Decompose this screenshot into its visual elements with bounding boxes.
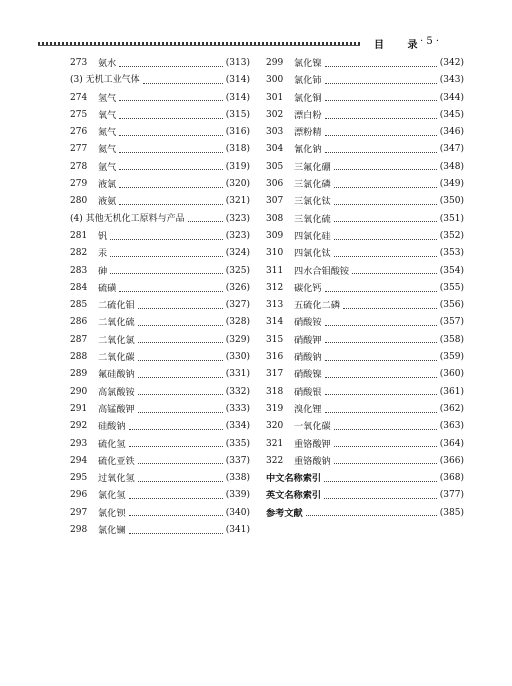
toc-entry — [266, 349, 464, 366]
toc-index-entry — [266, 470, 464, 487]
toc-leader-dots — [129, 428, 223, 430]
toc-entry-page: (350) — [439, 196, 464, 207]
toc-leader-dots — [129, 445, 223, 447]
toc-index-entry — [266, 487, 464, 504]
toc-entry — [70, 245, 250, 262]
toc-entry-label: 三氯化磷 — [294, 179, 331, 191]
toc-entry-label: 四氯化硅 — [294, 230, 331, 242]
toc-entry-label: 砷 — [98, 265, 108, 277]
toc-entry-page: (366) — [439, 455, 464, 466]
toc-leader-dots — [138, 376, 223, 378]
toc-entry-number: 316 — [266, 352, 284, 363]
toc-leader-dots — [138, 393, 223, 395]
toc-entry-label: 硝酸钠 — [294, 352, 322, 364]
toc-entry — [70, 384, 250, 401]
toc-entry — [266, 453, 464, 470]
toc-entry-page: (338) — [225, 473, 250, 484]
toc-entry-label: 氮气 — [98, 127, 117, 139]
toc-entry-page: (361) — [439, 386, 464, 397]
toc-leader-dots — [334, 255, 437, 257]
toc-entry — [70, 297, 250, 314]
toc-entry-page: (328) — [225, 317, 250, 328]
toc-leader-dots — [306, 514, 437, 516]
toc-entry-label: 氯化镍 — [294, 58, 322, 69]
toc-leader-dots — [325, 411, 437, 413]
toc-leader-dots — [129, 532, 223, 534]
toc-leader-dots — [129, 514, 223, 516]
toc-entry-page: (335) — [225, 438, 250, 449]
toc-entry-number: 308 — [266, 213, 284, 224]
toc-entry — [266, 176, 464, 193]
toc-entry-page: (316) — [225, 127, 250, 138]
toc-entry-label: 重铬酸钾 — [294, 438, 331, 450]
toc-entry — [266, 280, 464, 297]
toc-entry-page: (320) — [225, 179, 250, 190]
toc-entry — [266, 107, 464, 124]
toc-entry-label: 硫磺 — [98, 282, 117, 294]
toc-entry-label: 二硫化钼 — [98, 300, 135, 312]
toc-entry-page: (323) — [225, 230, 250, 241]
toc-entry-number: 303 — [266, 127, 284, 138]
toc-entry-number: 288 — [70, 352, 88, 363]
toc-entry-number: 278 — [70, 161, 88, 172]
toc-entry-number: 306 — [266, 179, 284, 190]
toc-entry-number: 282 — [70, 248, 88, 259]
toc-entry-number: 291 — [70, 403, 88, 414]
toc-entry-page: (340) — [225, 507, 250, 518]
toc-leader-dots — [119, 203, 222, 205]
toc-entry-page: (319) — [225, 161, 250, 172]
toc-entry-number: 313 — [266, 300, 284, 311]
toc-entry-label: 氢气 — [98, 92, 117, 104]
toc-entry-label: 液氯 — [98, 179, 117, 191]
toc-entry-label: 漂粉精 — [294, 127, 322, 139]
toc-entry — [266, 366, 464, 383]
toc-leader-dots — [325, 117, 437, 119]
toc-leader-dots — [334, 203, 437, 205]
toc-entry — [70, 349, 250, 366]
toc-leader-dots — [334, 445, 437, 447]
toc-entry-label: 氯化铈 — [294, 75, 322, 87]
toc-entry-label: (4) 其他无机化工原料与产品 — [70, 213, 185, 224]
toc-leader-dots — [325, 341, 437, 343]
toc-entry — [266, 193, 464, 210]
toc-entry — [266, 90, 464, 107]
toc-entry-page: (318) — [225, 144, 250, 155]
toc-entry-number: 321 — [266, 438, 284, 449]
page-header — [38, 36, 478, 50]
toc-entry-label: 氰化钠 — [294, 144, 322, 156]
toc-entry-page: (324) — [225, 248, 250, 259]
toc-leader-dots — [138, 411, 223, 413]
toc-entry-number: 319 — [266, 403, 284, 414]
toc-leader-dots — [334, 220, 437, 222]
toc-entry-number: 295 — [70, 473, 88, 484]
toc-leader-dots — [334, 462, 437, 464]
toc-entry — [266, 263, 464, 280]
toc-leader-dots — [138, 462, 223, 464]
toc-entry-page: (313) — [225, 58, 250, 68]
toc-entry-label: 中文名称索引 — [266, 473, 322, 485]
toc-entry-label: 五硫化二磷 — [294, 300, 340, 312]
toc-entry-number: 307 — [266, 196, 284, 207]
toc-entry-page: (351) — [439, 213, 464, 224]
toc-entry — [70, 176, 250, 193]
toc-entry-number: 276 — [70, 127, 88, 138]
toc-entry — [266, 72, 464, 89]
toc-leader-dots — [334, 168, 437, 170]
toc-entry-page: (327) — [225, 300, 250, 311]
toc-entry-page: (385) — [439, 507, 464, 518]
toc-entry-label: 汞 — [98, 248, 108, 260]
toc-leader-dots — [119, 134, 222, 136]
toc-entry-label: 液氨 — [98, 196, 117, 208]
toc-entry-label: 过氧化氢 — [98, 473, 135, 485]
toc-entry-page: (345) — [439, 109, 464, 120]
toc-leader-dots — [138, 359, 223, 361]
toc-entry-label: 漂白粉 — [294, 109, 322, 121]
toc-entry-page: (331) — [225, 369, 250, 380]
toc-leader-dots — [324, 497, 437, 499]
toc-entry — [70, 280, 250, 297]
toc-entry — [70, 366, 250, 383]
toc-section-heading — [70, 72, 250, 89]
toc-entry-number: 318 — [266, 386, 284, 397]
toc-entry-number: 305 — [266, 161, 284, 172]
toc-leader-dots — [325, 65, 437, 67]
toc-entry — [266, 436, 464, 453]
toc-entry-number: 283 — [70, 265, 88, 276]
toc-entry-page: (364) — [439, 438, 464, 449]
toc-entry-page: (357) — [439, 317, 464, 328]
toc-entry-number: 293 — [70, 438, 88, 449]
toc-leader-dots — [119, 65, 222, 67]
toc-entry — [266, 159, 464, 176]
toc-leader-dots — [325, 393, 437, 395]
toc-entry-page: (368) — [439, 473, 464, 484]
toc-entry-label: 硝酸银 — [294, 386, 322, 398]
toc-entry-page: (354) — [439, 265, 464, 276]
toc-entry — [266, 297, 464, 314]
toc-leader-dots — [119, 186, 222, 188]
toc-entry-page: (352) — [439, 230, 464, 241]
toc-entry-label: 硝酸铵 — [294, 317, 322, 329]
toc-leader-dots — [110, 255, 223, 257]
toc-entry-label: 三氟化硼 — [294, 161, 331, 173]
toc-section-heading — [70, 211, 250, 228]
toc-leader-dots — [334, 428, 437, 430]
toc-leader-dots — [325, 290, 437, 292]
toc-leader-dots — [334, 186, 437, 188]
toc-entry-page: (346) — [439, 127, 464, 138]
toc-leader-dots — [119, 117, 222, 119]
toc-entry-number: 301 — [266, 92, 284, 103]
toc-entry-number: 275 — [70, 109, 88, 120]
toc-entry — [70, 332, 250, 349]
toc-entry-page: (329) — [225, 334, 250, 345]
toc-entry-number: 285 — [70, 300, 88, 311]
toc-entry-number: 312 — [266, 282, 284, 293]
toc-entry-label: 英文名称索引 — [266, 490, 322, 502]
toc-right-column — [266, 55, 464, 522]
toc-entry-label: 三氧化硫 — [294, 213, 331, 225]
toc-entry-label: 二氧化氯 — [98, 334, 135, 346]
toc-entry — [70, 107, 250, 124]
toc-entry-page: (334) — [225, 421, 250, 432]
toc-leader-dots — [325, 82, 437, 84]
toc-entry — [70, 228, 250, 245]
toc-entry-page: (332) — [225, 386, 250, 397]
toc-entry-label: 四氯化钛 — [294, 248, 331, 260]
toc-entry — [70, 55, 250, 72]
toc-entry — [266, 228, 464, 245]
toc-entry — [70, 436, 250, 453]
toc-entry-page: (342) — [439, 58, 464, 68]
toc-leader-dots — [138, 341, 223, 343]
toc-left-column — [70, 55, 250, 539]
toc-leader-dots — [119, 168, 222, 170]
toc-entry-label: 硅酸钠 — [98, 421, 126, 433]
toc-entry — [266, 124, 464, 141]
toc-entry — [266, 418, 464, 435]
toc-entry-number: 284 — [70, 282, 88, 293]
toc-entry-label: 氯化镧 — [98, 525, 126, 537]
toc-entry — [266, 141, 464, 158]
toc-entry-page: (325) — [225, 265, 250, 276]
toc-entry-label: 氯化钡 — [98, 507, 126, 519]
toc-entry-page: (337) — [225, 455, 250, 466]
toc-entry-label: 三氯化钛 — [294, 196, 331, 208]
toc-leader-dots — [119, 151, 222, 153]
toc-entry-label: 四水合钼酸铵 — [294, 265, 350, 277]
toc-leader-dots — [325, 376, 437, 378]
toc-entry — [70, 314, 250, 331]
toc-entry-label: 一氧化碳 — [294, 421, 331, 433]
toc-entry-number: 309 — [266, 230, 284, 241]
toc-entry-number: 297 — [70, 507, 88, 518]
header-page-number: · 5 · — [420, 36, 440, 47]
toc-entry-number: 274 — [70, 92, 88, 103]
toc-entry — [266, 332, 464, 349]
toc-leader-dots — [129, 497, 223, 499]
toc-entry-number: 299 — [266, 58, 284, 68]
toc-entry-page: (326) — [225, 282, 250, 293]
toc-entry-page: (347) — [439, 144, 464, 155]
toc-entry-number: 322 — [266, 455, 284, 466]
toc-entry — [266, 211, 464, 228]
toc-entry-number: 300 — [266, 75, 284, 86]
toc-entry-number: 310 — [266, 248, 284, 259]
toc-entry-page: (314) — [225, 75, 250, 86]
toc-entry-page: (321) — [225, 196, 250, 207]
toc-entry-page: (314) — [225, 92, 250, 103]
toc-leader-dots — [138, 324, 223, 326]
toc-entry-number: 314 — [266, 317, 284, 328]
toc-entry-page: (377) — [439, 490, 464, 501]
toc-entry — [266, 384, 464, 401]
toc-entry-number: 279 — [70, 179, 88, 190]
toc-entry-page: (330) — [225, 352, 250, 363]
toc-entry-number: 290 — [70, 386, 88, 397]
toc-entry-number: 311 — [266, 265, 284, 276]
toc-entry — [266, 401, 464, 418]
toc-entry — [70, 418, 250, 435]
toc-leader-dots — [352, 272, 437, 274]
toc-entry — [266, 314, 464, 331]
toc-entry-number: 286 — [70, 317, 88, 328]
toc-entry — [70, 90, 250, 107]
toc-entry-number: 277 — [70, 144, 88, 155]
toc-leader-dots — [138, 480, 223, 482]
toc-entry-page: (359) — [439, 352, 464, 363]
toc-entry-label: 氯化氢 — [98, 490, 126, 502]
toc-leader-dots — [325, 151, 437, 153]
toc-entry — [70, 487, 250, 504]
toc-index-entry — [266, 505, 464, 522]
toc-leader-dots — [343, 307, 437, 309]
toc-leader-dots — [143, 82, 223, 84]
toc-entry-label: 高氯酸铵 — [98, 386, 135, 398]
toc-entry-label: 碳化钙 — [294, 282, 322, 294]
toc-entry-page: (353) — [439, 248, 464, 259]
toc-entry — [70, 522, 250, 539]
toc-entry-label: 二氧化碳 — [98, 352, 135, 364]
toc-entry-page: (323) — [225, 213, 250, 224]
toc-entry-label: 二氧化硫 — [98, 317, 135, 329]
toc-leader-dots — [119, 290, 222, 292]
toc-entry-label: 溴化锂 — [294, 403, 322, 415]
toc-entry-page: (315) — [225, 109, 250, 120]
toc-entry-number: 281 — [70, 230, 88, 241]
toc-leader-dots — [138, 307, 223, 309]
toc-entry-label: 氧气 — [98, 109, 117, 121]
toc-entry — [70, 159, 250, 176]
toc-entry-number: 273 — [70, 58, 88, 68]
toc-entry — [70, 124, 250, 141]
toc-entry-number: 304 — [266, 144, 284, 155]
toc-entry-label: 氦气 — [98, 144, 117, 156]
toc-entry — [70, 453, 250, 470]
toc-entry-number: 298 — [70, 525, 88, 536]
toc-entry-label: 氯化铜 — [294, 92, 322, 104]
toc-entry-page: (358) — [439, 334, 464, 345]
toc-entry-number: 289 — [70, 369, 88, 380]
toc-entry-label: 氟硅酸钠 — [98, 369, 135, 381]
toc-entry-number: 294 — [70, 455, 88, 466]
toc-entry-number: 302 — [266, 109, 284, 120]
toc-entry — [70, 505, 250, 522]
toc-entry-page: (362) — [439, 403, 464, 414]
toc-leader-dots — [325, 359, 437, 361]
toc-leader-dots — [324, 480, 437, 482]
toc-leader-dots — [110, 272, 223, 274]
toc-leader-dots — [325, 134, 437, 136]
toc-entry-page: (363) — [439, 421, 464, 432]
toc-entry-page: (356) — [439, 300, 464, 311]
toc-entry-page: (341) — [225, 525, 250, 536]
toc-entry-page: (333) — [225, 403, 250, 414]
toc-leader-dots — [119, 99, 222, 101]
toc-leader-dots — [334, 238, 437, 240]
toc-entry-number: 320 — [266, 421, 284, 432]
toc-entry-number: 317 — [266, 369, 284, 380]
toc-entry-page: (344) — [439, 92, 464, 103]
toc-entry-label: 硫化氢 — [98, 438, 126, 450]
toc-entry — [266, 245, 464, 262]
toc-entry — [70, 470, 250, 487]
toc-entry — [70, 141, 250, 158]
toc-entry-label: 氨水 — [98, 58, 117, 69]
toc-entry-number: 287 — [70, 334, 88, 345]
toc-entry-page: (349) — [439, 179, 464, 190]
toc-entry-page: (348) — [439, 161, 464, 172]
toc-entry-label: 高锰酸钾 — [98, 403, 135, 415]
toc-entry-number: 315 — [266, 334, 284, 345]
toc-entry-number: 280 — [70, 196, 88, 207]
toc-entry-page: (343) — [439, 75, 464, 86]
toc-entry — [70, 193, 250, 210]
toc-entry-label: 硝酸钾 — [294, 334, 322, 346]
toc-entry-label: 硝酸镍 — [294, 369, 322, 381]
toc-entry-label: 钒 — [98, 230, 108, 242]
toc-entry-label: 参考文献 — [266, 507, 303, 519]
toc-entry-page: (360) — [439, 369, 464, 380]
toc-entry — [70, 263, 250, 280]
header-title: 目 录 — [374, 40, 428, 51]
toc-entry-label: 硫化亚铁 — [98, 455, 135, 467]
toc-entry — [70, 401, 250, 418]
toc-leader-dots — [188, 220, 223, 222]
toc-entry-number: 292 — [70, 421, 88, 432]
toc-leader-dots — [325, 324, 437, 326]
toc-entry-label: 氩气 — [98, 161, 117, 173]
toc-entry-label: (3) 无机工业气体 — [70, 75, 140, 86]
toc-leader-dots — [110, 238, 223, 240]
toc-entry — [266, 55, 464, 72]
toc-entry-page: (339) — [225, 490, 250, 501]
toc-entry-number: 296 — [70, 490, 88, 501]
toc-leader-dots — [325, 99, 437, 101]
toc-entry-label: 重铬酸钠 — [294, 455, 331, 467]
toc-entry-page: (355) — [439, 282, 464, 293]
header-rule-line — [38, 45, 360, 46]
